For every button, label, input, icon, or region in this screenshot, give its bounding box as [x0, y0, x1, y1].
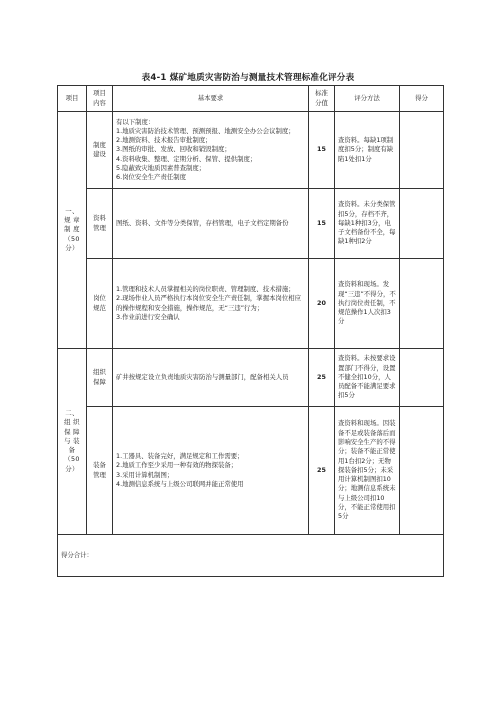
- requirement-line: 4.地测信息系统与上级公司联网并能正常使用: [116, 479, 244, 488]
- row-method: 查资料。每缺1项制度扣5分；制度有缺陷1处扣1分: [335, 112, 400, 189]
- requirement-line: 3.图纸的审批、发放、回收和销毁制度；: [116, 145, 231, 154]
- row-method: 查资料和现场。因装备不足或装备落后而影响安全生产的不得分；装备不能正常使用1台扣2分；无物探装备扣5分；未采用计算机制图扣10分；地测信息系统未与上级公司扣10分，不能正常使用扣5分: [335, 407, 400, 535]
- row-score-cell[interactable]: [400, 259, 444, 349]
- total-label: 得分合计：: [58, 535, 444, 577]
- requirement-line: 6.岗位安全生产责任制度: [116, 173, 187, 182]
- section2-name-text: 二、 组 织 保 障 与 装 备 （50 分）: [64, 409, 80, 473]
- row-requirements: [113, 407, 309, 535]
- row-method: 查资料。未分类保管扣5分，存档不齐，每缺1种扣3分，电子文档备份不全，每缺1种扣2分: [335, 189, 400, 259]
- requirement-line: 2.现场作业人员严格执行本岗位安全生产责任制，掌握本岗位相应的操作规程和安全措施，操作规范，无“三违”行为；: [116, 294, 302, 312]
- table-row: [58, 349, 444, 407]
- row-score-cell[interactable]: [400, 407, 444, 535]
- row-score-cell[interactable]: [400, 189, 444, 259]
- section1-name-text: 一、 规 章 制 度 （50 分）: [64, 206, 80, 252]
- requirement-line: 3.作业前进行安全确认: [116, 312, 180, 321]
- requirement-line: 有以下制度：: [116, 117, 155, 126]
- table-row: [58, 407, 444, 535]
- row-content: 岗位规范: [87, 259, 113, 349]
- requirement-line: 4.资料收集、整理、定期分析、保管、提供制度；: [116, 154, 257, 163]
- header-method: 评分方法: [335, 86, 400, 112]
- row-score-cell[interactable]: [400, 349, 444, 407]
- row-score-std: 15: [309, 189, 335, 259]
- table-header-row: [58, 86, 444, 112]
- requirement-line: 矿井按规定设立负责地质灾害防治与测量部门，配备相关人员: [116, 372, 289, 381]
- section1-name: [58, 112, 87, 349]
- page-title: 表4-1 煤矿地质灾害防治与测量技术管理标准化评分表: [141, 73, 355, 83]
- score-table: [57, 85, 444, 577]
- row-content: 装备管理: [87, 407, 113, 535]
- row-method: 查资料。未按要求设置部门不得分，设置不健全扣10分，人员配备不能满足要求扣5分: [335, 349, 400, 407]
- header-requirement: 基本要求: [113, 86, 309, 112]
- row-content: 制度建设: [87, 112, 113, 189]
- row-score-std: 20: [309, 259, 335, 349]
- row-score-std: 15: [309, 112, 335, 189]
- requirement-line: 1.工器具、装备完好，满足规定和工作需要；: [116, 451, 244, 460]
- requirement-line: 3.采用计算机制图；: [116, 470, 174, 479]
- row-content: 资料管理: [87, 189, 113, 259]
- total-row: [58, 535, 444, 577]
- header-project: 项目: [58, 86, 87, 112]
- row-requirements: [113, 349, 309, 407]
- row-requirements: [113, 189, 309, 259]
- requirement-line: 2.地测资料、技术报告审批制度；: [116, 136, 212, 145]
- row-score-cell[interactable]: [400, 112, 444, 189]
- row-method: 查资料和现场。发现“三违”不得分，不执行岗位责任制，不规范操作1人次扣3分: [335, 259, 400, 349]
- requirement-line: 2.地质工作至少采用一种有效的物探装备；: [116, 461, 238, 470]
- header-content: 项目内容: [87, 86, 113, 112]
- header-score: 得分: [400, 86, 444, 112]
- table-row: [58, 259, 444, 349]
- row-requirements: [113, 112, 309, 189]
- requirement-line: 1.管理和技术人员掌握相关的岗位职责、管理制度、技术措施；: [116, 284, 295, 293]
- section2-name: [58, 349, 87, 535]
- requirement-line: 图纸、资料、文件等分类保管，存档管理，电子文档定期备份: [116, 218, 289, 227]
- row-content: 组织保障: [87, 349, 113, 407]
- table-row: [58, 189, 444, 259]
- row-score-std: 25: [309, 407, 335, 535]
- requirement-line: 5.隐蔽致灾地质因素普查制度；: [116, 163, 206, 172]
- header-score-std: 标准分值: [309, 86, 335, 112]
- requirement-line: 1.地质灾害防治技术管理、预测预报、地测安全办公会议制度；: [116, 126, 295, 135]
- row-score-std: 25: [309, 349, 335, 407]
- table-row: [58, 112, 444, 189]
- row-requirements: [113, 259, 309, 349]
